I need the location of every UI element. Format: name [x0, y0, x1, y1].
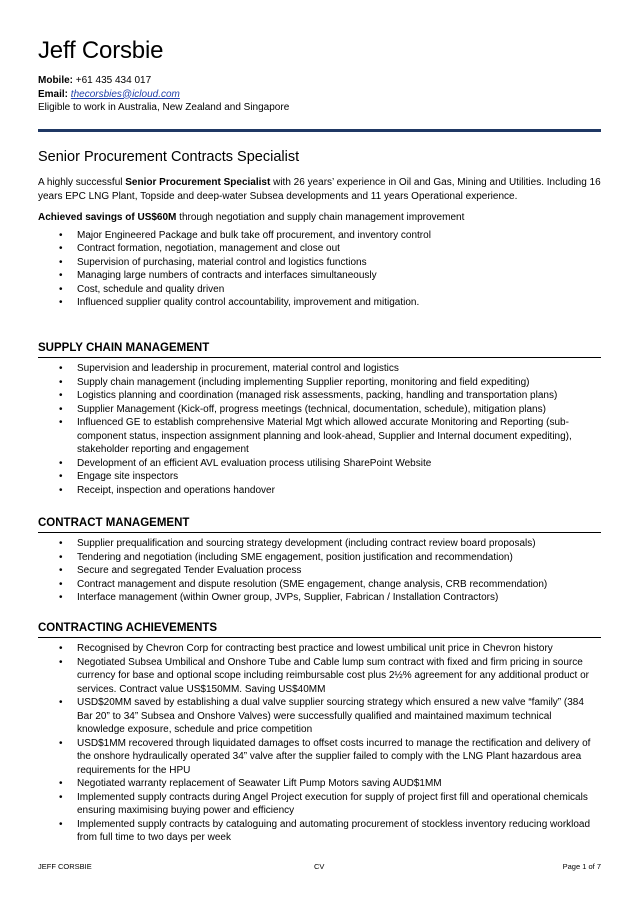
list-item: • Implemented supply contracts by cataloguing and automating procurement of stockless inventory reducing workload from full time to two days per week: [38, 818, 601, 845]
header-divider: [38, 129, 601, 132]
footer-name: JEFF CORSBIE: [38, 862, 92, 871]
list-item: • Interface management (within Owner group, JVPs, Supplier, Fabrican / Installation Contractors): [38, 591, 601, 605]
footer-page-number: Page 1 of 7: [562, 862, 601, 871]
list-item: • Engage site inspectors: [38, 470, 601, 484]
job-title: Senior Procurement Contracts Specialist: [38, 149, 300, 165]
list-item: • Negotiated Subsea Umbilical and Onshore Tube and Cable lump sum contract with fixed and firm pricing in source currency for base and optional scope including reimbursable cost plus 2½% agreement for any additional product or services. Contract value US$150MM. Saving US$40MM: [38, 656, 601, 697]
list-item: • Influenced supplier quality control accountability, improvement and mitigation.: [38, 296, 601, 310]
list-item: • Implemented supply contracts during Angel Project execution for supply of project first fill and operational chemicals ensuring maximising buying power and efficiency: [38, 791, 601, 818]
section-contracting-achievements: [38, 621, 601, 845]
list-item: • Influenced GE to establish comprehensive Material Mgt which allowed accurate Monitoring and Reporting (sub-component status, inspection assignment planning and look-ahead, Supplier and Internal document expediting), stakeholder reporting and engagement: [38, 416, 601, 457]
savings-text: through negotiation and supply chain management improvement: [176, 212, 465, 223]
email-label: Email:: [38, 88, 69, 100]
list-item: • Managing large numbers of contracts and interfaces simultaneously: [38, 269, 601, 283]
list-item: • USD$20MM saved by establishing a dual valve supplier sourcing strategy which ensured a new valve “family” (384 Bar 20” to 34” Subsea and Onshore Valves) were successfully qualified and maintained maximum technical knowledge exposure, schedule and price competition: [38, 696, 601, 737]
eligibility-text: Eligible to work in Australia, New Zealand and Singapore: [38, 102, 290, 113]
summary-text-pre: A highly successful: [38, 177, 126, 188]
achievements-bullets: [38, 642, 601, 845]
profile-bullets: [38, 229, 601, 310]
list-item: • Cost, schedule and quality driven: [38, 283, 601, 297]
section-heading: CONTRACT MANAGEMENT: [38, 516, 601, 533]
list-item: • Supplier Management (Kick-off, progress meetings (technical, documentation, schedule), mitigation plans): [38, 403, 601, 417]
email-link[interactable]: thecorsbies@icloud.com: [70, 88, 180, 100]
mobile-value: +61 435 434 017: [75, 75, 152, 86]
supply-chain-bullets: [38, 362, 601, 497]
list-item: • Recognised by Chevron Corp for contracting best practice and lowest umbilical unit price in Chevron history: [38, 642, 601, 656]
list-item: • Supervision of purchasing, material control and logistics functions: [38, 256, 601, 270]
list-item: • Supervision and leadership in procurement, material control and logistics: [38, 362, 601, 376]
savings-bold: Achieved savings of US$60M: [38, 212, 177, 223]
savings-paragraph: [38, 211, 601, 225]
list-item: • Supply chain management (including implementing Supplier reporting, monitoring and field expediting): [38, 376, 601, 390]
profile-summary: [38, 176, 601, 310]
contact-block: [38, 74, 289, 115]
email-line: [38, 88, 289, 102]
mobile-line: [38, 74, 289, 88]
list-item: • Contract management and dispute resolution (SME engagement, change analysis, CRB recommendation): [38, 578, 601, 592]
section-heading: CONTRACTING ACHIEVEMENTS: [38, 621, 601, 638]
list-item: • USD$1MM recovered through liquidated damages to offset costs incurred to manage the rectification and delivery of the onshore hydraulically operated 34” valve after the supplier failed to comply with the LNG Plant hazardous area requirements for the HPU: [38, 737, 601, 778]
list-item: • Secure and segregated Tender Evaluation process: [38, 564, 601, 578]
list-item: • Logistics planning and coordination (managed risk assessments, packing, handling and transportation plans): [38, 389, 601, 403]
summary-paragraph: [38, 176, 601, 203]
candidate-name: Jeff Corsbie: [38, 37, 164, 64]
list-item: • Supplier prequalification and sourcing strategy development (including contract review board proposals): [38, 537, 601, 551]
footer-doc-type: CV: [314, 862, 325, 871]
summary-text-post: with 26 years’ experience in Oil and Gas, Mining and Utilities. Including 16 years EPC LNG Plant, Topside and deep-water Subsea developments and 11 years Operational experience.: [38, 177, 601, 202]
list-item: • Receipt, inspection and operations handover: [38, 484, 601, 498]
list-item: • Development of an efficient AVL evaluation process utilising SharePoint Website: [38, 457, 601, 471]
list-item: • Major Engineered Package and bulk take off procurement, and inventory control: [38, 229, 601, 243]
summary-text-bold: Senior Procurement Specialist: [125, 177, 271, 188]
list-item: • Tendering and negotiation (including SME engagement, position justification and recommendation): [38, 551, 601, 565]
list-item: • Negotiated warranty replacement of Seawater Lift Pump Motors saving AUD$1MM: [38, 777, 601, 791]
section-supply-chain: [38, 341, 601, 497]
contract-management-bullets: [38, 537, 601, 605]
section-contract-management: [38, 516, 601, 605]
mobile-label: Mobile:: [38, 75, 73, 86]
list-item: • Contract formation, negotiation, management and close out: [38, 242, 601, 256]
section-heading: SUPPLY CHAIN MANAGEMENT: [38, 341, 601, 358]
